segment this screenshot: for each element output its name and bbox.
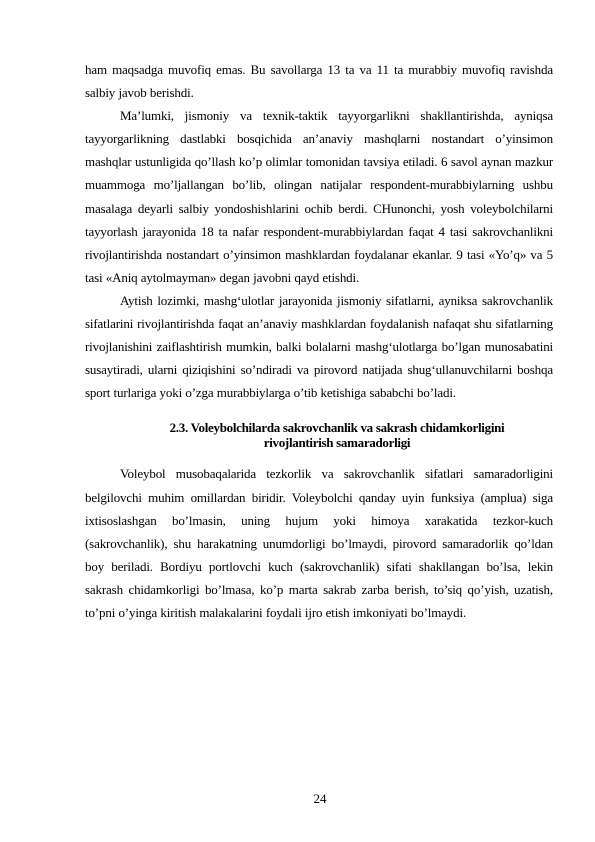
section-heading-line-1: 2.3. Voleybolchilarda sakrovchanlik va sakrash chidamkorligini [169, 420, 505, 436]
page-number: 24 [313, 791, 327, 806]
paragraph-training-conclusion: Aytish lozimki, mashg‘ulotlar jarayonida jismoniy sifatlarni, ayniksa sakrovchanlik sifatlarini rivojlantirishda faqat an’anaviy mashklardan foydalanish nafaqat shu sifatlarning rivojlanishini zaiflashtirish mumkin, balki bolalarni mashg‘ulotlarga bo’lgan munosabatini susaytiradi, ularni qiziqishini so’ndiradi va pirovord natijada shug‘ullanuvchilarni boshqa sport turlariga yoki o’zga murabbiylarga o’tib ketishiga sababchi bo’ladi. [85, 292, 553, 401]
paragraph-continuation: ham maqsadga muvofiq emas. Bu savollarga 13 ta va 11 ta murabbiy muvofiq ravishda salbiy javob berishdi. [85, 62, 553, 101]
paragraph-survey-question-6: Ma’lumki, jismoniy va texnik-taktik tayyorgarlikni shakllantirishda, ayniqsa tayyorgarlikning dastlabki bosqichida an’anaviy mashqlarni nostandart o’yinsimon mashqlar ustunligida qo’llash ko’p olimlar tomonidan tavsiya etiladi. 6 savol aynan mazkur muammoga mo’ljallangan bo’lib, olingan natijalar respondent-murabbiylarning ushbu masalaga deyarli salbiy yondoshishlarini ochib berdi. CHunonchi, yosh voleybolchilarni tayyorlash jarayonida 18 ta nafar respondent-murabbiylardan faqat 4 tasi sakrovchanlikni rivojlantirishda nostandart o’yinsimon mashklardan foydalanar ekanlar. 9 tasi «Yo’q» va 5 tasi «Aniq aytolmayman» degan javobni qayd etishdi. [85, 108, 553, 285]
section-heading-line-2: rivojlantirish samaradorligi [263, 435, 411, 451]
document-page [85, 58, 553, 624]
section-heading [85, 420, 553, 450]
paragraph-section-intro: Voleybol musobaqalarida tezkorlik va sakrovchanlik sifatlari samaradorligini belgilovchi muhim omillardan biridir. Voleybolchi qanday uyin funksiya (amplua) siga ixtisoslashgan bo’lmasin, uning hujum yoki himoya xarakatida tezkor-kuch (sakrovchanlik), shu harakatning unumdorligi bo’lmaydi, pirovord samaradorlik qo’ldan boy beriladi. Bordiyu portlovchi kuch (sakrovchanlik) sifati shakllangan bo’lsa, lekin sakrash chidamkorligi bo’lmasa, ko’p marta sakrab zarba berish, to’siq qo’yish, uzatish, to’pni o’yinga kiritish malakalarini foydali ijro etish imkoniyati bo’lmaydi. [85, 466, 553, 620]
